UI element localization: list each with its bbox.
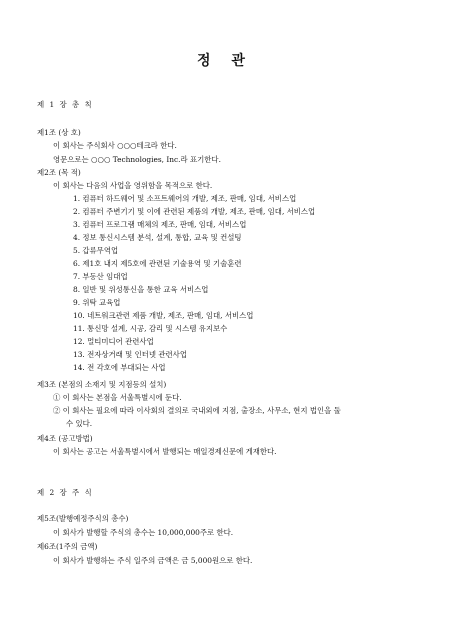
purpose-item: 2. 컴퓨터 주변기기 및 이에 관련된 제품의 개발, 제조, 판매, 임대, 서비스업	[73, 207, 316, 216]
purpose-item: 1. 컴퓨터 하드웨어 및 소프트웨어의 개발, 제조, 판매, 임대, 서비스업	[73, 194, 297, 203]
article-4-line: 이 회사는 공고는 서울특별시에서 발행되는 매일경제신문에 게재한다.	[53, 447, 277, 456]
chapter-2-heading: 제 2 장 주 식	[37, 488, 94, 497]
purpose-item: 5. 갑류무역업	[73, 246, 119, 255]
purpose-item: 12. 멀티미디어 관련사업	[73, 337, 154, 346]
article-6-heading: 제6조(1주의 금액)	[37, 542, 98, 551]
purpose-item: 10. 네트워크관련 제품 개발, 제조, 판매, 임대, 서비스업	[73, 311, 254, 320]
article-3-heading: 제3조 (본점의 소재지 및 지점등의 설치)	[37, 380, 167, 389]
purpose-item: 11. 통신망 설계, 시공, 감리 및 시스템 유지보수	[73, 324, 228, 333]
article-1-heading: 제1조 (상 호)	[37, 128, 81, 137]
document-title: 정 관	[197, 53, 253, 69]
article-4-heading: 제4조 (공고방법)	[37, 434, 93, 443]
article-5-line: 이 회사가 발행할 주식의 총수는 10,000,000주로 한다.	[53, 528, 234, 537]
article-3-line: ② 이 회사는 필요에 따라 이사회의 결의로 국내외에 지점, 출장소, 사무소, 현지 법인을 둘	[53, 406, 341, 415]
article-6-line: 이 회사가 발행하는 주식 일주의 금액은 금 5,000원으로 한다.	[53, 556, 253, 565]
purpose-item: 3. 컴퓨터 프로그램 매체의 제조, 판매, 임대, 서비스업	[73, 220, 247, 229]
article-3-line: ① 이 회사는 본점을 서울특별시에 둔다.	[53, 393, 182, 402]
article-1-line: 영문으로는 ○○○ Technologies, Inc.라 표기한다.	[53, 155, 221, 164]
purpose-item: 6. 제1호 내지 제5호에 관련된 기술용역 및 기술훈련	[73, 259, 242, 268]
purpose-item: 4. 정보 통신시스템 분석, 설계, 통합, 교육 및 컨설팅	[73, 233, 242, 242]
article-3-line: 수 있다.	[66, 419, 93, 428]
article-1-line: 이 회사는 주식회사 ○○○테크라 한다.	[53, 141, 177, 150]
article-2-intro: 이 회사는 다음의 사업을 영위함을 목적으로 한다.	[53, 181, 213, 190]
purpose-item: 9. 위탁 교육업	[73, 298, 121, 307]
purpose-item: 7. 부동산 임대업	[73, 272, 128, 281]
chapter-1-heading: 제 1 장 총 칙	[37, 100, 94, 109]
article-5-heading: 제5조(발행예정주식의 총수)	[37, 514, 129, 523]
purpose-item: 8. 일반 및 위성통신을 통한 교육 서비스업	[73, 285, 209, 294]
article-2-heading: 제2조 (목 적)	[37, 168, 81, 177]
purpose-item: 13. 전자상거래 및 인터넷 관련사업	[73, 350, 187, 359]
purpose-item: 14. 전 각호에 부대되는 사업	[73, 363, 166, 372]
